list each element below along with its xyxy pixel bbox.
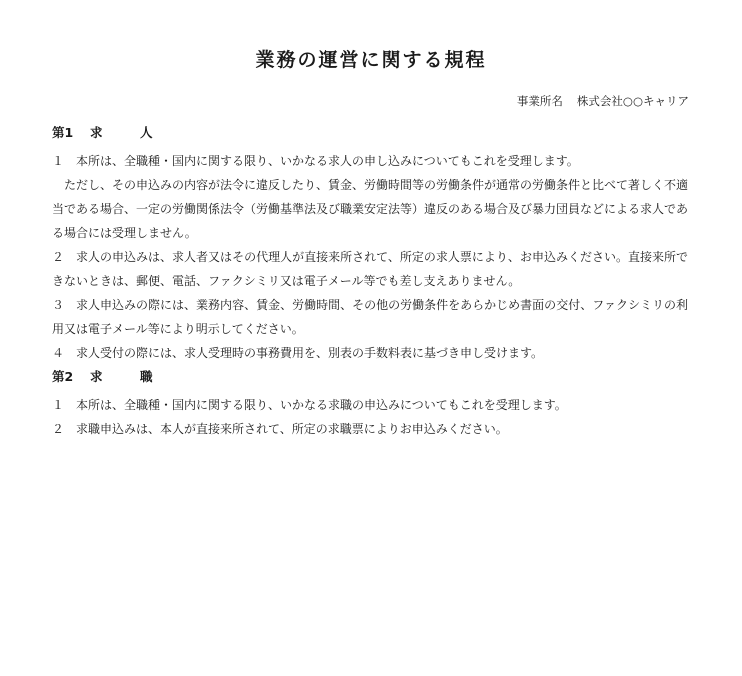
section-heading-char: 職 — [140, 369, 153, 384]
item-text: 本所は、全職種・国内に関する限り、いかなる求職の申込みについてもこれを受理します。 — [76, 398, 567, 412]
item-number: ４ — [52, 346, 65, 360]
item-text: 求人受付の際には、求人受理時の事務費用を、別表の手数料表に基づき申し受けます。 — [76, 346, 544, 360]
section-1-item-1 — [52, 149, 688, 173]
item-text: 本所は、全職種・国内に関する限り、いかなる求人の申し込みについてもこれを受理します。 — [76, 154, 579, 168]
item-number: ２ — [52, 250, 65, 264]
item-number: １ — [52, 398, 65, 412]
item-text: 求人の申込みは、求人者又はその代理人が直接来所されて、所定の求人票により、お申込みください。直接来所できないときは、郵便、電話、ファクシミリ又は電子メール等でも差し支えありません。 — [52, 250, 688, 288]
section-1-item-4 — [52, 341, 688, 365]
item-number: ３ — [52, 298, 65, 312]
section-heading-1 — [52, 121, 688, 145]
office-label: 事業所名 — [516, 94, 563, 108]
section-heading-char: 求 — [90, 369, 103, 384]
item-text: 求人申込みの際には、業務内容、賃金、労働時間、その他の労働条件をあらかじめ書面の交付、ファクシミリの利用又は電子メール等により明示してください。 — [52, 298, 688, 336]
section-1-item-2 — [52, 245, 688, 293]
section-1-item-1-proviso — [52, 173, 688, 245]
section-heading-char: 求 — [90, 125, 103, 140]
section-heading-2 — [52, 365, 688, 389]
section-2-item-1 — [52, 393, 688, 417]
document-body — [52, 121, 688, 441]
office-name: 株式会社○○キャリア — [576, 94, 689, 108]
item-number: ２ — [52, 422, 65, 436]
office-line — [517, 92, 689, 110]
item-text: 求職申込みは、本人が直接来所されて、所定の求職票によりお申込みください。 — [76, 422, 508, 436]
section-1-item-3 — [52, 293, 688, 341]
section-number: 第1 — [52, 125, 74, 140]
section-2-item-2 — [52, 417, 688, 441]
section-heading-char: 人 — [140, 125, 153, 140]
document-title: 業務の運営に関する規程 — [255, 49, 487, 71]
section-number: 第2 — [52, 369, 74, 384]
item-text: ただし、その申込みの内容が法令に違反したり、賃金、労働時間等の労働条件が通常の労働条件と比べて著しく不適当である場合、一定の労働関係法令（労働基準法及び職業安定法等）違反のある場合及び暴力団員などによる求人である場合には受理しません。 — [52, 178, 689, 240]
item-number: １ — [52, 154, 65, 168]
